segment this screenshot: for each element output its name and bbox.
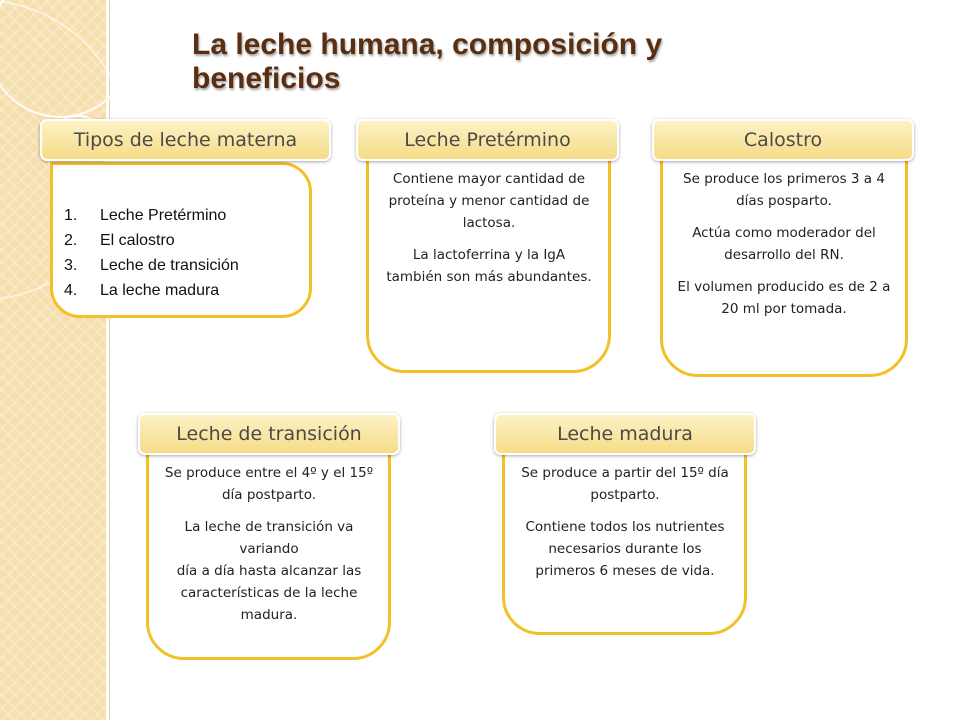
tipos-header: Tipos de leche materna — [40, 119, 331, 161]
pretermino-text: Contiene mayor cantidad de proteína y menor cantidad de lactosa. La lactoferrina y la IgA también son más abundantes. — [386, 171, 592, 285]
slide-title: La leche humana, composición y beneficios — [192, 28, 663, 95]
list-item: 1. Leche Pretérmino — [64, 207, 227, 224]
madura-header: Leche madura — [494, 413, 756, 455]
transicion-text: Se produce entre el 4º y el 15º día postparto. La leche de transición va variando día a día hasta alcanzar las características de la leche madura. — [164, 465, 374, 623]
list-item: 2. El calostro — [64, 232, 175, 249]
decorative-sidebar — [0, 0, 109, 720]
list-item: 3. Leche de transición — [64, 257, 239, 274]
pretermino-header: Leche Pretérmino — [356, 119, 619, 161]
tipos-list — [64, 203, 304, 303]
transicion-header: Leche de transición — [138, 413, 400, 455]
list-item: 4. La leche madura — [64, 282, 220, 299]
madura-text: Se produce a partir del 15º día postparto. Contiene todos los nutrientes necesarios durante los primeros 6 meses de vida. — [521, 465, 729, 579]
calostro-text: Se produce los primeros 3 a 4 días posparto. Actúa como moderador del desarrollo del RN. El volumen producido es de 2 a 20 ml por tomada. — [677, 171, 891, 317]
calostro-header: Calostro — [652, 119, 914, 161]
